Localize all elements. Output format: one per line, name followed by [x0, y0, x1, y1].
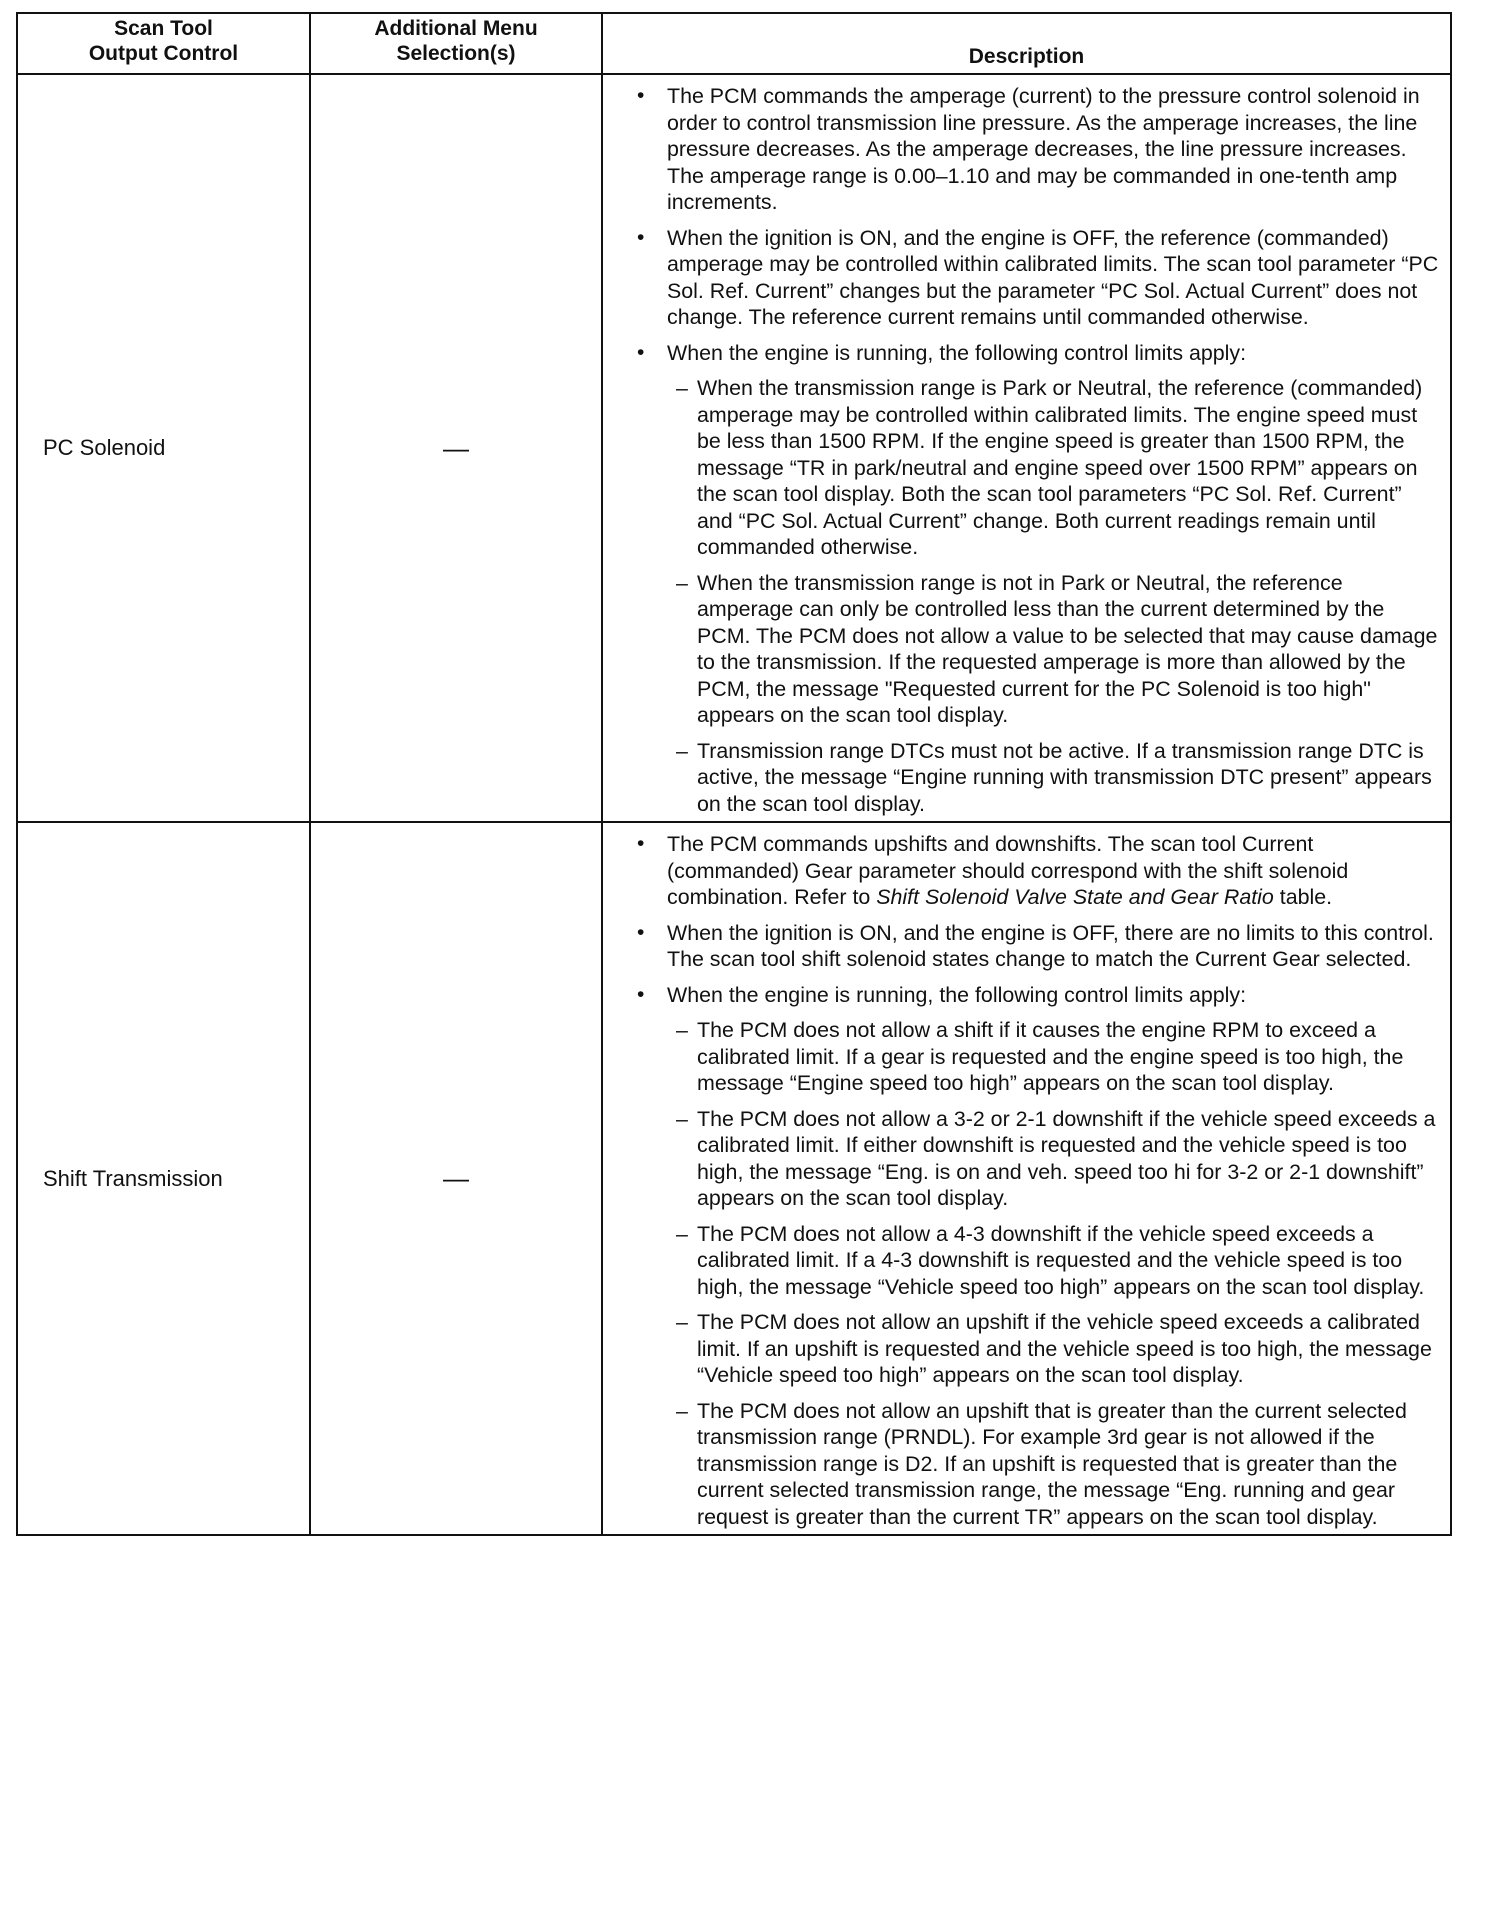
description-bullet [637, 920, 1442, 973]
output-control-cell [17, 822, 310, 1535]
description-list [637, 83, 1442, 817]
table-header-row [17, 13, 1451, 74]
table-row-pc-solenoid [17, 74, 1451, 822]
dash-icon: – [676, 1106, 688, 1131]
header-additional-menu-selections [310, 13, 602, 74]
sub-item [667, 375, 1442, 561]
description-bullet [637, 340, 1442, 818]
sub-list [667, 1017, 1442, 1530]
dash-icon: – [676, 1221, 688, 1246]
bullet-text: The PCM commands upshifts and downshifts. The scan tool Current (commanded) Gear parameter should correspond with the shift solenoid combination. Refer to [667, 832, 1349, 909]
sub-item-text: When the transmission range is not in Park or Neutral, the reference amperage can only be controlled less than the current determined by the PCM. The PCM does not allow a value to be selected that may cause damage to the transmission. If the requested amperage is more than allowed by the PCM, the message "Requested current for the PC Solenoid is too high" appears on the scan tool display. [697, 570, 1438, 727]
header-line-3: Description [968, 45, 1085, 68]
description-bullet [637, 225, 1442, 331]
description-cell [602, 74, 1451, 822]
document-page [16, 12, 1450, 1536]
bullet-icon: • [637, 982, 645, 1006]
sub-item [667, 1398, 1442, 1531]
bullet-icon: • [637, 225, 645, 249]
dash-icon: – [676, 570, 688, 595]
sub-item-text: The PCM does not allow a 3-2 or 2-1 downshift if the vehicle speed exceeds a calibrated limit. If either downshift is requested and the vehicle speed is too high, the message “Eng. is on and veh. speed too hi for 3-2 or 2-1 downshift” appears on the scan tool display. [697, 1106, 1436, 1210]
sub-item [667, 570, 1442, 729]
sub-item-text: The PCM does not allow a 4-3 downshift if the vehicle speed exceeds a calibrated limit. If a 4-3 downshift is requested and the vehicle speed is too high, the message “Vehicle speed too high” appears on the scan tool display. [697, 1221, 1425, 1299]
bullet-text: When the ignition is ON, and the engine is OFF, the reference (commanded) amperage may be controlled within calibrated limits. The scan tool parameter “PC Sol. Ref. Current” changes but the parameter “PC Sol. Actual Current” does not change. The reference current remains until commanded otherwise. [667, 225, 1439, 329]
scan-tool-output-control-table [16, 12, 1452, 1536]
sub-item [667, 738, 1442, 818]
bullet-text: When the engine is running, the following control limits apply: [667, 982, 1247, 1007]
output-control-cell [17, 74, 310, 822]
table-row-shift-transmission [17, 822, 1451, 1535]
sub-item [667, 1106, 1442, 1212]
description-bullet [637, 831, 1442, 911]
description-list [637, 831, 1442, 1530]
bullet-icon: • [637, 832, 645, 855]
sub-item-text: The PCM does not allow a shift if it causes the engine RPM to exceed a calibrated limit. If a gear is requested and the engine speed is too high, the message “Engine speed too high” appears on the scan tool display. [697, 1018, 1404, 1095]
bullet-text-end: table. [1273, 885, 1333, 909]
sub-list [667, 375, 1442, 817]
sub-item [667, 1221, 1442, 1301]
bullet-text: The PCM commands the amperage (current) to the pressure control solenoid in order to control transmission line pressure. As the amperage increases, the line pressure decreases. As the amperage decreases, the line pressure increases. The amperage range is 0.00–1.10 and may be commanded in one-tenth amp increments. [667, 84, 1420, 214]
table-reference-italic: Shift Solenoid Valve State and Gear Ratio [876, 885, 1274, 909]
sub-item [667, 1017, 1442, 1097]
description-bullet [637, 982, 1442, 1531]
bullet-icon: • [637, 920, 645, 944]
dash-icon: – [676, 1398, 688, 1423]
sub-item-text: The PCM does not allow an upshift if the vehicle speed exceeds a calibrated limit. If an upshift is requested and the vehicle speed is too high, the message “Vehicle speed too high” appears on the scan tool display. [697, 1310, 1432, 1387]
bullet-text: When the engine is running, the following control limits apply: [667, 340, 1247, 365]
bullet-text: When the ignition is ON, and the engine is OFF, there are no limits to this control. The scan tool shift solenoid states change to match the Current Gear selected. [667, 920, 1434, 971]
sub-item-text: The PCM does not allow an upshift that is greater than the current selected transmission range (PRNDL). For example 3rd gear is not allowed if the transmission range is D2. If an upshift is requested that is greater than the current selected transmission range, the message “Eng. running and gear request is greater than the current TR” appears on the scan tool display. [697, 1398, 1407, 1529]
dash-icon: – [676, 376, 688, 400]
dash-icon: – [676, 1310, 688, 1334]
sub-item-text: Transmission range DTCs must not be active. If a transmission range DTC is active, the message “Engine running with transmission DTC present” appears on the scan tool display. [697, 738, 1432, 816]
sub-item-text: When the transmission range is Park or Neutral, the reference (commanded) amperage may be controlled within calibrated limits. The engine speed must be less than 1500 RPM. If the engine speed is greater than 1500 RPM, the message “TR in park/neutral and engine speed over 1500 RPM” appears on the scan tool display. Both the scan tool parameters “PC Sol. Ref. Current” and “PC Sol. Actual Current” change. Both current readings remain until commanded otherwise. [697, 376, 1423, 559]
menu-selection-cell [310, 822, 602, 1535]
menu-selection-value: — [443, 1163, 469, 1193]
header-scan-tool-output-control [17, 13, 310, 74]
dash-icon: – [676, 1018, 688, 1042]
output-control-name: Shift Transmission [43, 1165, 223, 1191]
menu-selection-cell [310, 74, 602, 822]
description-cell [602, 822, 1451, 1535]
sub-item [667, 1309, 1442, 1389]
header-line-1: Scan Tool Output Control [88, 17, 239, 65]
menu-selection-value: — [443, 432, 469, 463]
output-control-name: PC Solenoid [43, 435, 166, 460]
header-line-2: Additional Menu Selection(s) [374, 17, 538, 65]
dash-icon: – [676, 738, 688, 763]
bullet-icon: • [637, 84, 645, 107]
bullet-icon: • [637, 340, 645, 364]
description-bullet [637, 83, 1442, 216]
header-description [602, 13, 1451, 74]
